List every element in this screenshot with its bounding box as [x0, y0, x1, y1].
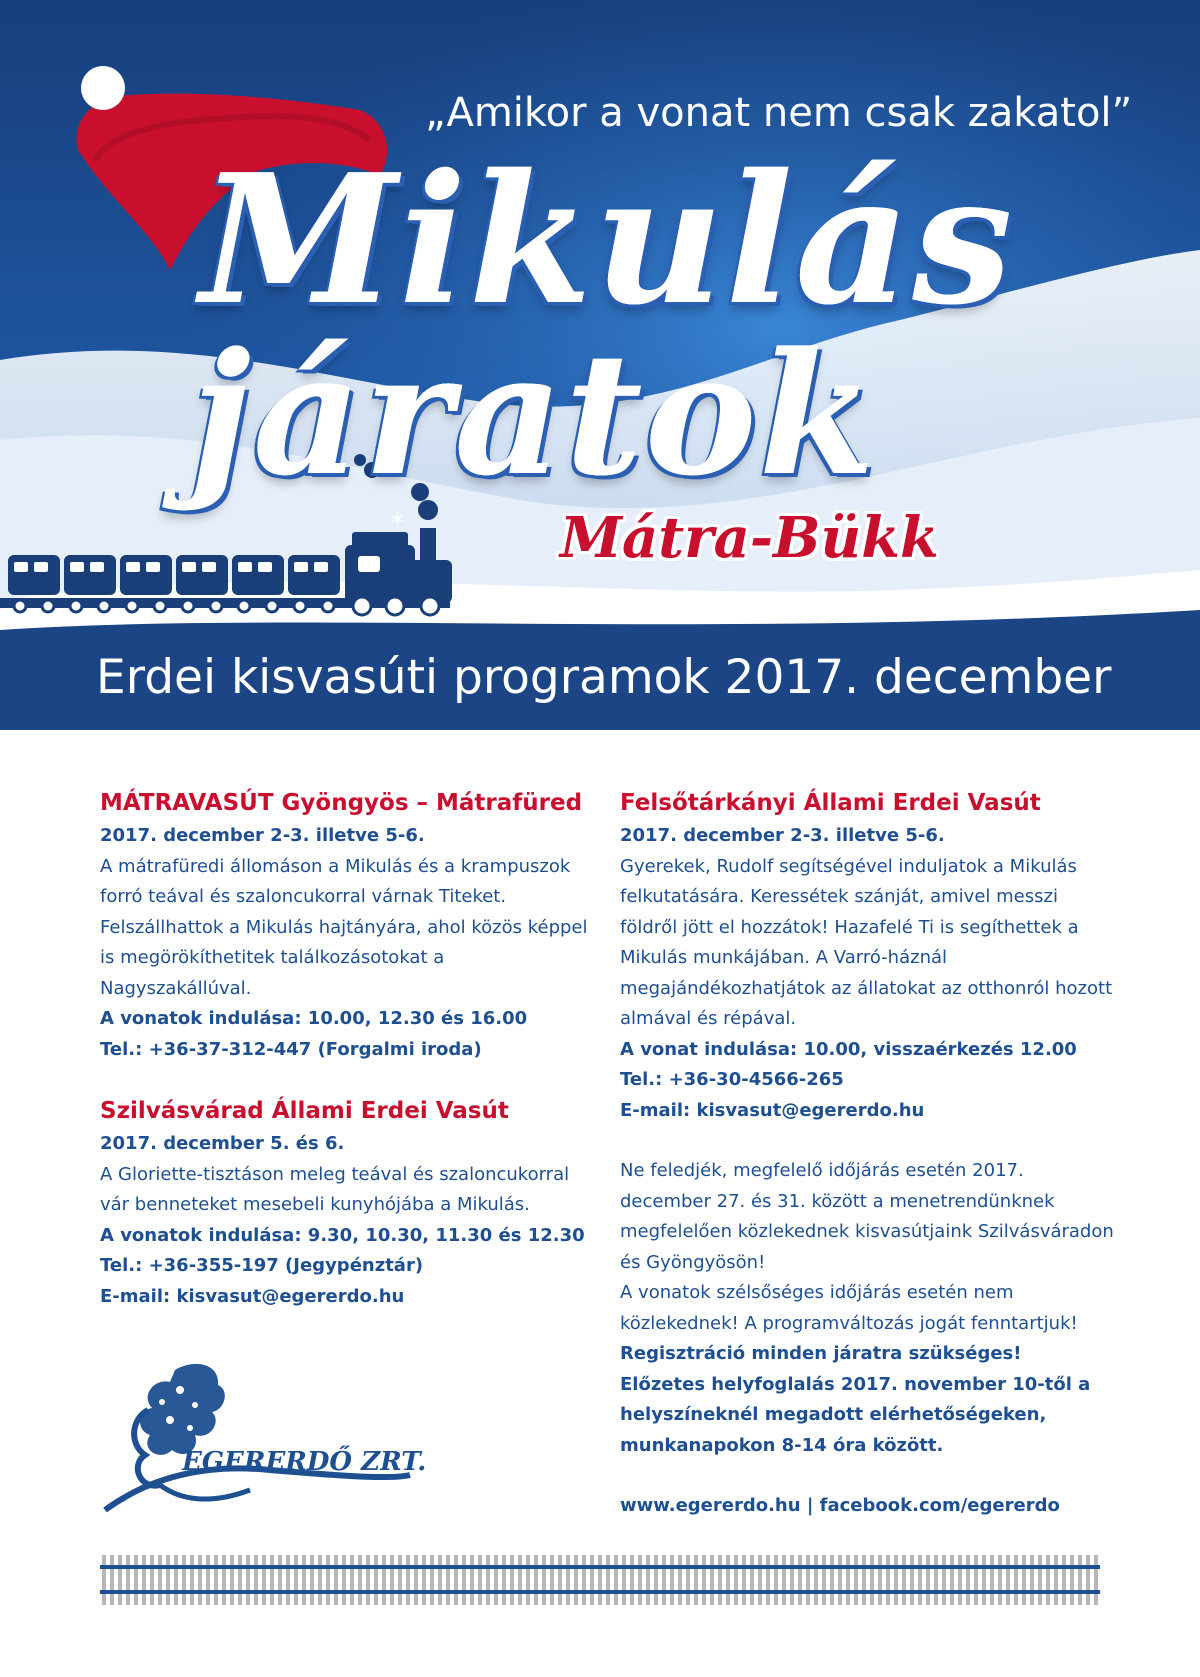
felsotarkany-body-line: Mikulás munkájában. A Varró-háznál [620, 947, 948, 968]
rail-tie [1022, 1555, 1026, 1605]
rail-tie [558, 1555, 562, 1605]
notice-line: és Gyöngyösön! [620, 1251, 766, 1273]
rail-tie [566, 1555, 570, 1605]
rail-tie [958, 1555, 962, 1605]
notice-line: december 27. és 31. között a menetrendünknek [620, 1190, 1055, 1212]
rail-tie [1054, 1555, 1058, 1605]
rail-tie [902, 1555, 906, 1605]
rail-tie [398, 1555, 402, 1605]
section-title-felsotarkany: Felsőtárkányi Állami Erdei Vasút [620, 790, 1041, 816]
rail-tie [502, 1555, 506, 1605]
rail-tie [726, 1555, 730, 1605]
rail-tie [974, 1555, 978, 1605]
matra-body-line: is megörökíthetitek találkozásotokat a [100, 947, 445, 968]
rail-tie [102, 1555, 106, 1605]
rail-tie [574, 1555, 578, 1605]
rail-tie [150, 1555, 154, 1605]
rail-tie [342, 1555, 346, 1605]
rail-tie [774, 1555, 778, 1605]
rail-tie [526, 1555, 530, 1605]
rail-tie [286, 1555, 290, 1605]
rail-tie [934, 1555, 938, 1605]
rail-tie [478, 1555, 482, 1605]
rail-tie [734, 1555, 738, 1605]
szilvasvarad-body-line: A Gloriette-tisztáson meleg teával és szaloncukorral [100, 1163, 570, 1185]
felsotarkany-dates: 2017. december 2-3. illetve 5-6. [620, 825, 945, 846]
rail-tie [494, 1555, 498, 1605]
rail-tie [1014, 1555, 1018, 1605]
notice-line: Ne feledjék, megfelelő időjárás esetén 2017. [620, 1160, 1024, 1181]
rail-tie [358, 1555, 362, 1605]
rail-tie [630, 1555, 634, 1605]
rail-tie [790, 1555, 794, 1605]
section-title-szilvasvarad: Szilvásvárad Állami Erdei Vasút [100, 1098, 509, 1124]
felsotarkany-body-line: almával és répával. [620, 1008, 797, 1029]
rail-tie [838, 1555, 842, 1605]
rail-tie [766, 1555, 770, 1605]
rail-tie [894, 1555, 898, 1605]
rail-tie [622, 1555, 626, 1605]
matra-body-line: forró teával és szaloncukorral várnak Titeket. [100, 886, 507, 907]
rail-tie [318, 1555, 322, 1605]
rail-tie [654, 1555, 658, 1605]
rail-tie [990, 1555, 994, 1605]
felsotarkany-body-line: földről jött el hozzátok! Hazafelé Ti is segíthettek a [620, 916, 1079, 938]
rail-tie [198, 1555, 202, 1605]
rail-tie [582, 1555, 586, 1605]
rail-tie [486, 1555, 490, 1605]
felsotarkany-body-line: megajándékozhatjátok az állatokat az otthonról hozott [620, 977, 1113, 999]
rail-tie [662, 1555, 666, 1605]
rail-tie [406, 1555, 410, 1605]
rail-tie [614, 1555, 618, 1605]
rail-tie [510, 1555, 514, 1605]
rail-tie [718, 1555, 722, 1605]
szilvasvarad-email[interactable]: E-mail: kisvasut@egererdo.hu [100, 1285, 405, 1307]
felsotarkany-body-line: felkutatására. Keressétek szánját, amivel messzi [620, 886, 1058, 907]
hero-quote: „Amikor a vonat nem csak zakatol” [425, 90, 1133, 136]
rail-tie [366, 1555, 370, 1605]
rail-tie [758, 1555, 762, 1605]
rail-tie [590, 1555, 594, 1605]
rail-tie [462, 1555, 466, 1605]
rail-tie [230, 1555, 234, 1605]
rail-tie [470, 1555, 474, 1605]
rail-tie [1086, 1555, 1090, 1605]
rail-tie [110, 1555, 114, 1605]
rail-tie [846, 1555, 850, 1605]
rail-tie [310, 1555, 314, 1605]
railroad-track [100, 1550, 1100, 1614]
rail-tie [454, 1555, 458, 1605]
rail-tie [446, 1555, 450, 1605]
rail-tie [334, 1555, 338, 1605]
matra-body-line: A mátrafüredi állomáson a Mikulás és a krampuszok [100, 855, 571, 877]
rail-tie [350, 1555, 354, 1605]
felsotarkany-phone: Tel.: +36-30-4566-265 [620, 1069, 844, 1090]
matra-phone: Tel.: +36-37-312-447 (Forgalmi iroda) [100, 1038, 482, 1060]
rail-tie [254, 1555, 258, 1605]
tree-logo-icon [100, 1350, 440, 1520]
rail-tie [1038, 1555, 1042, 1605]
left-column [100, 785, 590, 1312]
footer-links[interactable]: www.egererdo.hu | facebook.com/egererdo [620, 1495, 1060, 1516]
szilvasvarad-dates: 2017. december 5. és 6. [100, 1133, 345, 1154]
felsotarkany-body-line: Gyerekek, Rudolf segítségével induljatok a Mikulás [620, 855, 1077, 877]
rail-tie [830, 1555, 834, 1605]
rail-tie [1078, 1555, 1082, 1605]
rail-tie [382, 1555, 386, 1605]
notice-bold-line: Regisztráció minden járatra szükséges! [620, 1343, 1022, 1364]
rail-tie [878, 1555, 882, 1605]
rail-tie [702, 1555, 706, 1605]
rail-tie [390, 1555, 394, 1605]
rail-tie [598, 1555, 602, 1605]
rail-tie [742, 1555, 746, 1605]
egererdo-logo [100, 1350, 440, 1524]
rail-tie [806, 1555, 810, 1605]
matra-departures: A vonatok indulása: 10.00, 12.30 és 16.00 [100, 1008, 528, 1029]
rail-tie [694, 1555, 698, 1605]
rail-tie [422, 1555, 426, 1605]
rail-tie [1094, 1555, 1098, 1605]
hero-banner [0, 0, 1200, 730]
rail-tie [670, 1555, 674, 1605]
rail-tie [262, 1555, 266, 1605]
rail-tie [166, 1555, 170, 1605]
matra-body-line: Nagyszakállúval. [100, 977, 252, 999]
notice-bold-line: munkanapokon 8-14 óra között. [620, 1434, 944, 1456]
rail-tie [518, 1555, 522, 1605]
szilvasvarad-phone: Tel.: +36-355-197 (Jegypénztár) [100, 1255, 424, 1276]
rail-tie [238, 1555, 242, 1605]
rail-tie [686, 1555, 690, 1605]
logo-text: EGERERDŐ ZRT. [182, 1447, 427, 1477]
rail-tie [142, 1555, 146, 1605]
rail-tie [1006, 1555, 1010, 1605]
rail-tie [1030, 1555, 1034, 1605]
rail-tie [158, 1555, 162, 1605]
notice-line: megfelelően közlekednek kisvasútjaink Szilvásváradon [620, 1221, 1114, 1242]
rail-tie [750, 1555, 754, 1605]
rail-tie [606, 1555, 610, 1605]
rail-tie [814, 1555, 818, 1605]
rail-tie [942, 1555, 946, 1605]
matra-body-line: Felszállhattok a Mikulás hajtányára, ahol közös képpel [100, 916, 588, 938]
rail-tie [374, 1555, 378, 1605]
rail-tie [822, 1555, 826, 1605]
rail-tie [542, 1555, 546, 1605]
rail-tie [1062, 1555, 1066, 1605]
rail-tie [326, 1555, 330, 1605]
rail-tie [182, 1555, 186, 1605]
rail-tie [966, 1555, 970, 1605]
rail-tie [918, 1555, 922, 1605]
rail-tie [854, 1555, 858, 1605]
rail-tie [174, 1555, 178, 1605]
hero-title-line2: járatok [190, 315, 878, 513]
rail-tie [638, 1555, 642, 1605]
rail-tie [998, 1555, 1002, 1605]
svg-text:✶: ✶ [390, 509, 406, 530]
felsotarkany-departures: A vonat indulása: 10.00, visszaérkezés 12.00 [620, 1038, 1077, 1060]
hero-region: Mátra-Bükk [560, 505, 939, 571]
rail-tie [550, 1555, 554, 1605]
rail-tie [438, 1555, 442, 1605]
matra-dates: 2017. december 2-3. illetve 5-6. [100, 825, 425, 846]
rail-tie [534, 1555, 538, 1605]
rail-tie [798, 1555, 802, 1605]
rail-tie [862, 1555, 866, 1605]
rail-tie [430, 1555, 434, 1605]
hero-subtitle: Erdei kisvasúti programok 2017. december [96, 650, 1112, 705]
rail-tie [294, 1555, 298, 1605]
rail-tie [886, 1555, 890, 1605]
rail-tie [910, 1555, 914, 1605]
rail-tie [870, 1555, 874, 1605]
rail-tie [222, 1555, 226, 1605]
rail-tie [206, 1555, 210, 1605]
rail-tie [126, 1555, 130, 1605]
rail-tie [950, 1555, 954, 1605]
notice-line: A vonatok szélsőséges időjárás esetén nem [620, 1282, 1014, 1303]
rail-tie [278, 1555, 282, 1605]
rail-tie [926, 1555, 930, 1605]
rail-tie [710, 1555, 714, 1605]
szilvasvarad-departures: A vonatok indulása: 9.30, 10.30, 11.30 és 12.30 [100, 1224, 585, 1246]
rail-tie [1046, 1555, 1050, 1605]
rail-tie [678, 1555, 682, 1605]
rail-tie [190, 1555, 194, 1605]
right-column [620, 785, 1120, 1522]
rail-tie [982, 1555, 986, 1605]
hero-title-line1: Mikulás [200, 135, 1015, 344]
rail-tie [302, 1555, 306, 1605]
rail-tie [118, 1555, 122, 1605]
rail-tie [134, 1555, 138, 1605]
notice-line: közlekednek! A programváltozás jogát fenntartjuk! [620, 1312, 1078, 1334]
section-title-matra: MÁTRAVASÚT Gyöngyös – Mátrafüred [100, 790, 583, 816]
rail-tie [782, 1555, 786, 1605]
rail-tie [646, 1555, 650, 1605]
rail-tie [270, 1555, 274, 1605]
rail-tie [214, 1555, 218, 1605]
rail-tie [246, 1555, 250, 1605]
notice-bold-line: Előzetes helyfoglalás 2017. november 10-től a [620, 1373, 1091, 1395]
felsotarkany-email[interactable]: E-mail: kisvasut@egererdo.hu [620, 1099, 925, 1121]
szilvasvarad-body-line: vár benneteket mesebeli kunyhójába a Mikulás. [100, 1194, 530, 1215]
rail-tie [1070, 1555, 1074, 1605]
notice-bold-line: helyszíneknél megadott elérhetőségeken, [620, 1404, 1047, 1425]
rail-tie [414, 1555, 418, 1605]
